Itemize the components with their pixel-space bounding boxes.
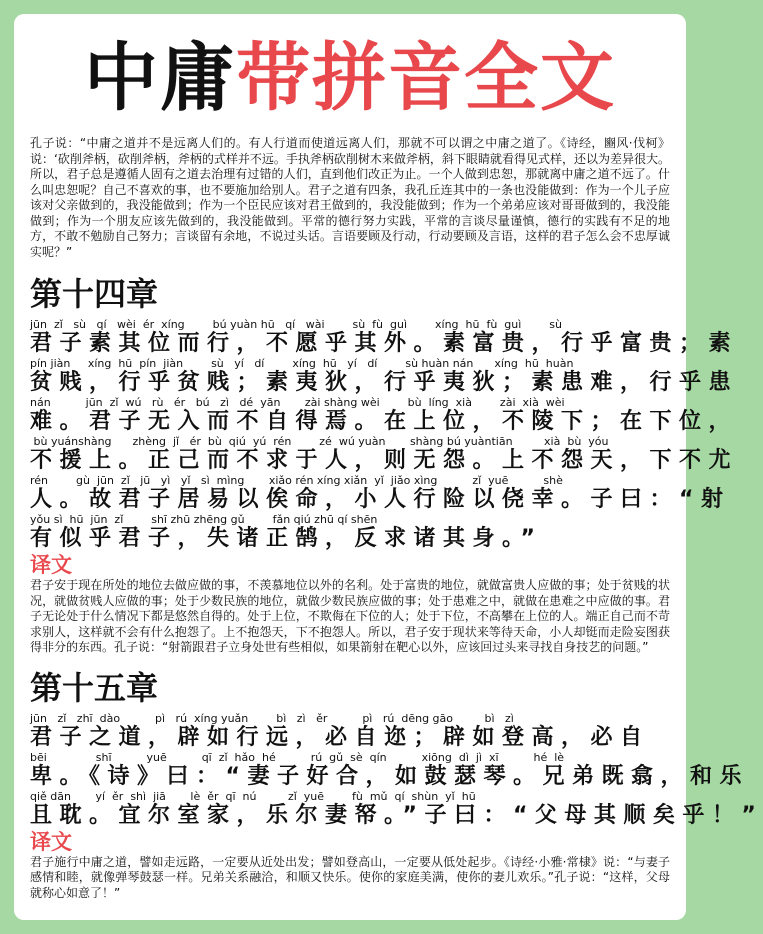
text-line [30, 712, 670, 751]
pinyin-line: rén gù jūn zǐ jū yì yǐ sì mìng xiǎo rén xíng xiǎn yǐ jiǎo xìng zǐ yuē shè [30, 474, 563, 487]
hanzi-line: 贫贱，行乎贫贱；素夷狄，行乎夷狄；素患难，行乎患 [30, 370, 739, 395]
title-part-black: 中庸 [84, 35, 236, 121]
chapter-14-text [30, 318, 739, 552]
chapter-14-translation-heading: 译文 [30, 553, 72, 577]
hanzi-line: 不援上。正己而不求于人，则无怨。上不怨天，下不尤 [30, 448, 739, 473]
chapter-15-translation: 君子施行中庸之道，譬如走远路，一定要从近处出发；譬如登高山，一定要从低处起步。《诗经·小雅·常棣》说：“与妻子感情和睦，就像弹琴鼓瑟一样。兄弟关系融洽，和顺又快乐。使你的家庭美满，使你的妻儿欢乐。”孔子说：“这样，父母就称心如意了！” [30, 854, 670, 900]
hanzi-line: 君子之道，辟如行远，必自迩；辟如登高，必自 [30, 724, 650, 750]
chapter-14-translation: 君子安于现在所处的地位去做应做的事，不羡慕地位以外的名利。处于富贵的地位，就做富贵人应做的事；处于贫贱的状况，就做贫贱人应做的事；处于少数民族的地位，就做少数民族应做的事；处于患难之中，就做在患难之中应做的事。君子无论处于什么情况下都是悠然自得的。处于上位，不欺侮在下位的人；处于下位，不高攀在上位的人。端正自己而不苛求别人，这样就不会有什么抱怨了。上不抱怨天，下不抱怨人。所以，君子安于现状来等待天命，小人却铤而走险妄图获得非分的东西。孔子说：“射箭跟君子立身处世有些相似，如果箭射在靶心以外，应该回过头来寻找自身技艺的问题。” [30, 578, 670, 654]
hanzi-line: 君子素其位而行，不愿乎其外。素富贵，行乎富贵；素 [30, 331, 739, 356]
pinyin-line: jūn zǐ sù qí wèi ér xíng bú yuàn hū qí wài sù fù guì xíng hū fù guì sù [30, 318, 562, 331]
page-title [30, 34, 670, 122]
pinyin-line: jūn zǐ zhī dào pì rú xíng yuǎn bì zì ěr pì rú dēng gāo bì zì [30, 711, 514, 725]
text-line [30, 435, 739, 474]
text-line [30, 357, 739, 396]
text-line [30, 396, 739, 435]
text-line [30, 318, 739, 357]
pinyin-line: pín jiàn xíng hū pín jiàn sù yí dí xíng hū yí dí sù huàn nán xíng hū huàn [30, 357, 574, 370]
hanzi-line: 难。君子无入而不自得焉。在上位，不陵下；在下位， [30, 409, 739, 434]
text-line [30, 513, 670, 552]
hanzi-line: 卑。《诗》曰：“妻子好合，如鼓瑟琴。兄弟既翕，和乐 [30, 763, 749, 789]
hanzi-line: 人。故君子居易以俟命，小人行险以侥幸。子曰：“射 [30, 487, 731, 512]
pinyin-line: bù yuánshàng zhèng jǐ ér bù qiú yú rén zé wú yuàn shàng bú yuàntiān xià bù yóu [30, 435, 609, 448]
pinyin-line: qiě dān yí ěr shì jiā lè ěr qī nú zǐ yuē fù mǔ qí shùn yǐ hū [30, 789, 476, 803]
pinyin-line: nán jūn zǐ wú rù ér bú zì dé yān zài shàng wèi bù líng xià zài xià wèi [30, 396, 565, 409]
pinyin-line: bēi shī yuē qī zǐ hǎo hé rú gǔ sè qín xiōng dì jì xī hé lè [30, 750, 565, 764]
chapter-15-translation-heading: 译文 [30, 829, 72, 854]
chapter-14-heading: 第十四章 [30, 275, 159, 313]
content-card [14, 14, 763, 920]
text-line [30, 474, 731, 513]
chapter-15-text [30, 711, 763, 829]
pinyin-line: yǒu sì hū jūn zǐ shī zhū zhēng gǔ fǎn qiú zhū qí shēn [30, 513, 378, 526]
title-part-red: 带拼音全文 [236, 35, 616, 121]
text-line [30, 750, 749, 790]
hanzi-line: 且耽。宜尔室家，乐尔妻帑。”子曰：“父母其顺矣乎！” [30, 802, 763, 828]
text-line [30, 789, 763, 829]
chapter-15-heading: 第十五章 [30, 668, 159, 707]
hanzi-line: 有似乎君子，失诸正鹄，反求诸其身。” [30, 526, 543, 551]
intro-paragraph: 孔子说：“中庸之道并不是远离人们的。有人行道而使道远离人们，那就不可以谓之中庸之道了。《诗经，豳风·伐柯》说：‘砍削斧柄，砍削斧柄，斧柄的式样并不远。手执斧柄砍削树木来做斧柄，斜下眼睛就看得见式样，还以为差异很大。所以，君子总是遵循人固有之道去治理有过错的人们，直到他们改正为止。一个人做到忠恕，那就离中庸之道不远了。什么叫忠恕呢？自己不喜欢的事，也不要施加给别人。君子之道有四条，我孔丘连其中的一条也没能做到：作为一个儿子应该对父亲做到的，我没能做到；作为一个臣民应该对君王做到的，我没能做到；作为一个弟弟应该对哥哥做到的，我没能做到；作为一个朋友应该先做到的，我没能做到。平常的德行努力实践，平常的言谈尽量谨慎，德行的实践有不足的地方，不敢不勉励自己努力；言谈留有余地，不说过头话。言语要顾及行动，行动要顾及言语，这样的君子怎么会不忠厚诚实呢？” [30, 136, 670, 259]
